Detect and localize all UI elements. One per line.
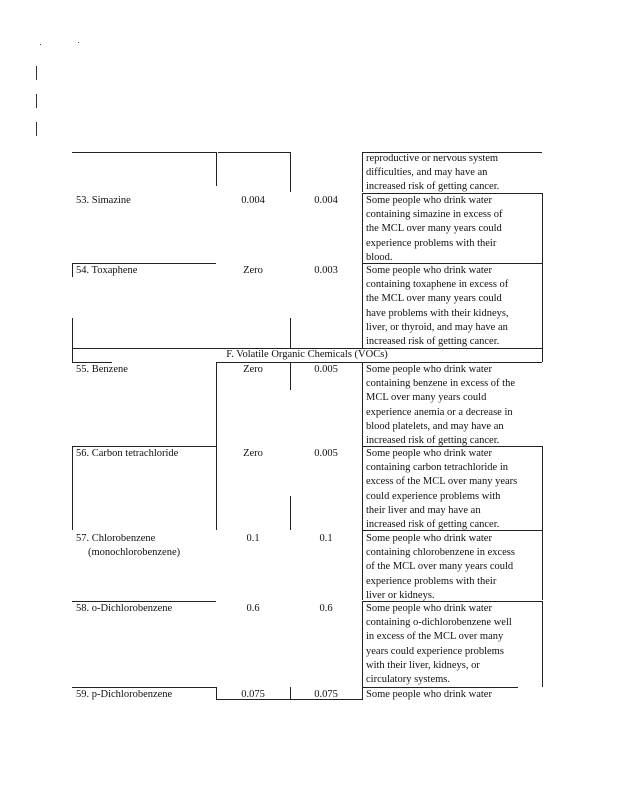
health-effect [366, 602, 540, 687]
section-header: F. Volatile Organic Chemicals (VOCs) [226, 349, 388, 360]
health-effect [366, 194, 540, 265]
effect-line: years could experience problems [366, 645, 504, 657]
effect-line: increased risk of getting cancer. [366, 435, 500, 447]
contaminant-name: 59. p-Dichlorobenzene [76, 689, 173, 700]
effect-line: in excess of the MCL over many [366, 631, 504, 643]
contaminant-alt-name: (monochlorobenzene) [88, 547, 181, 558]
mcl-value: 0.1 [319, 533, 333, 544]
mcl-value: 0.005 [314, 448, 338, 459]
health-effect [366, 363, 540, 448]
health-effect [366, 532, 540, 603]
effect-line: containing simazine in excess of [366, 209, 503, 221]
contaminant-name: 53. Simazine [76, 195, 131, 206]
effect-line: Some people who drink water [366, 533, 492, 544]
mcl-value: 0.075 [314, 689, 338, 700]
effect-line: could experience problems with [366, 490, 501, 502]
effect-line: Some people who drink water [366, 448, 492, 459]
effect-line: Some people who drink water [366, 195, 492, 206]
effect-line: blood platelets, and may have an [366, 420, 504, 432]
contaminant-name: 58. o-Dichlorobenzene [76, 603, 173, 614]
effect-line: increased risk of getting cancer. [366, 519, 500, 531]
contaminant-name: 55. Benzene [76, 364, 128, 375]
effect-line: experience anemia or a decrease in [366, 406, 513, 418]
effect-line: Some people who drink water [366, 265, 492, 276]
effect-line: increased risk of getting cancer. [366, 181, 500, 193]
health-effect [366, 447, 540, 532]
effect-line: experience problems with their [366, 237, 497, 249]
mcl-value: 0.003 [314, 265, 338, 276]
effect-line: containing carbon tetrachloride in [366, 462, 508, 474]
effect-line: have problems with their kidneys, [366, 307, 509, 319]
effect-line: containing toxaphene in excess of [366, 279, 509, 291]
effect-line: circulatory systems. [366, 674, 450, 686]
effect-line: liver or kidneys. [366, 589, 435, 601]
contaminant-name: 54. Toxaphene [76, 265, 138, 276]
effect-line: liver, or thyroid, and may have an [366, 321, 508, 333]
effect-line: excess of the MCL over many years [366, 476, 518, 488]
effect-line: experience problems with their [366, 575, 497, 587]
mcl-value: 0.005 [314, 364, 338, 375]
effect-line: Some people who drink water [366, 603, 492, 614]
contaminant-name: 57. Chlorobenzene [76, 533, 156, 544]
effect-line: their liver and may have an [366, 504, 481, 516]
effect-line: Some people who drink water [366, 364, 492, 375]
effect-line: difficulties, and may have an [366, 167, 488, 179]
mclg-value: Zero [243, 364, 263, 375]
effect-line: containing chlorobenzene in excess [366, 547, 515, 559]
mclg-value: 0.6 [246, 603, 260, 614]
mcl-value: 0.004 [314, 195, 338, 206]
effect-line: Some people who drink water [366, 689, 492, 700]
mclg-value: Zero [243, 448, 263, 459]
effect-line: MCL over many years could [366, 392, 487, 404]
continued-health-effect [366, 152, 540, 195]
effect-line: with their liver, kidneys, or [366, 659, 480, 671]
effect-line: the MCL over many years could [366, 293, 502, 305]
mcl-value: 0.6 [319, 603, 333, 614]
mclg-value: 0.075 [241, 689, 265, 700]
effect-line: containing benzene in excess of the [366, 378, 515, 390]
mclg-value: 0.1 [246, 533, 260, 544]
effect-line: of the MCL over many years could [366, 561, 514, 573]
mclg-value: 0.004 [241, 195, 265, 206]
effect-line: blood. [366, 251, 393, 263]
contaminant-name: 56. Carbon tetrachloride [76, 448, 179, 459]
effect-line: containing o-dichlorobenzene well [366, 617, 512, 629]
health-effect [366, 688, 540, 702]
effect-line: the MCL over many years could [366, 223, 502, 235]
health-effect [366, 264, 540, 349]
mclg-value: Zero [243, 265, 263, 276]
effect-line: increased risk of getting cancer. [366, 336, 500, 348]
effect-line: reproductive or nervous system [366, 153, 499, 164]
